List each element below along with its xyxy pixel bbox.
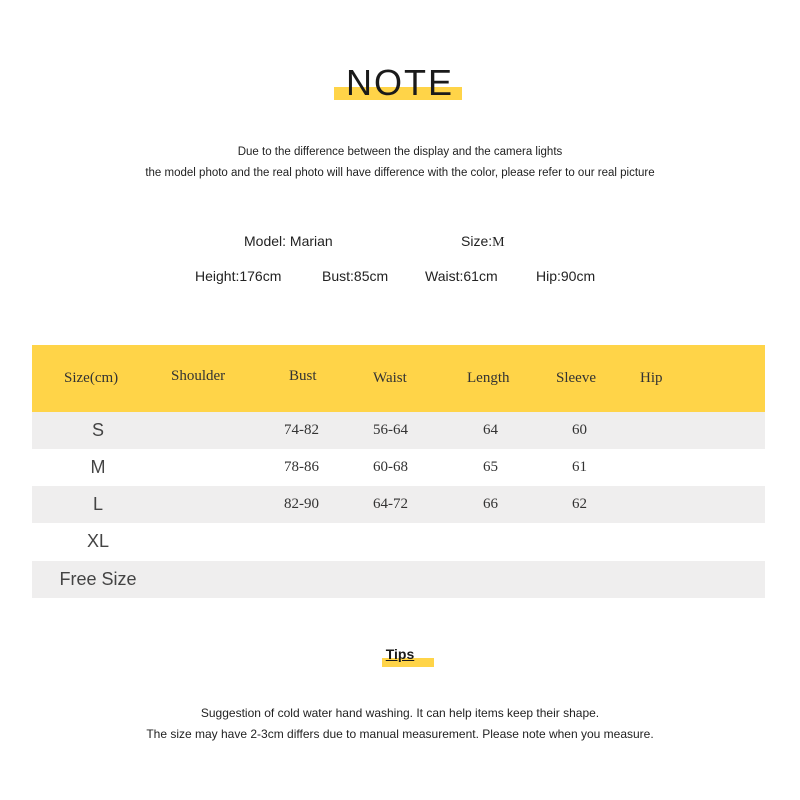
tip-line-2: The size may have 2-3cm differs due to manual measurement. Please note when you measure. [146,727,654,741]
table-row [32,561,765,598]
waist-cell: 60-68 [373,459,408,475]
header-bust: Bust [289,368,317,384]
tip-line-1: Suggestion of cold water hand washing. It can help items keep their shape. [200,706,600,720]
note-heading [0,60,800,110]
size-cell: L [92,494,103,514]
model-size [461,232,505,252]
size-table-header [32,345,765,412]
bust-cell: 74-82 [284,422,319,438]
table-row [32,523,765,560]
bust-cell: 78-86 [284,459,319,475]
note-title: NOTE [345,62,454,103]
header-hip: Hip [640,370,663,386]
table-row [32,449,765,486]
table-row [32,412,765,449]
model-height: Height:176cm [195,268,282,284]
header-length: Length [467,370,510,386]
header-shoulder: Shoulder [171,368,226,384]
model-size-value: M [492,235,505,250]
model-size-label: Size: [461,233,493,249]
header-waist: Waist [373,370,407,386]
size-cell: M [90,457,106,477]
length-cell: 65 [483,459,498,475]
model-bust: Bust:85cm [322,268,389,284]
size-cell: S [91,420,104,440]
length-cell: 66 [483,496,498,512]
model-hip: Hip:90cm [536,268,596,284]
model-waist: Waist:61cm [425,268,498,284]
bust-cell: 82-90 [284,496,319,512]
waist-cell: 56-64 [373,422,408,438]
tips-title: Tips [385,646,415,662]
size-cell: XL [86,531,110,551]
sleeve-cell: 62 [572,496,587,512]
header-sleeve: Sleeve [556,370,596,386]
waist-cell: 64-72 [373,496,408,512]
length-cell: 64 [483,422,498,438]
model-name: Model: Marian [244,233,333,249]
sleeve-cell: 60 [572,422,587,438]
header-size: Size(cm) [64,370,119,386]
size-cell: Free Size [59,569,137,589]
note-line-1: Due to the difference between the display and the camera lights [237,146,563,158]
table-row [32,486,765,523]
sleeve-cell: 61 [572,459,587,475]
note-line-2: the model photo and the real photo will have difference with the color, please refer to our real picture [145,167,655,179]
